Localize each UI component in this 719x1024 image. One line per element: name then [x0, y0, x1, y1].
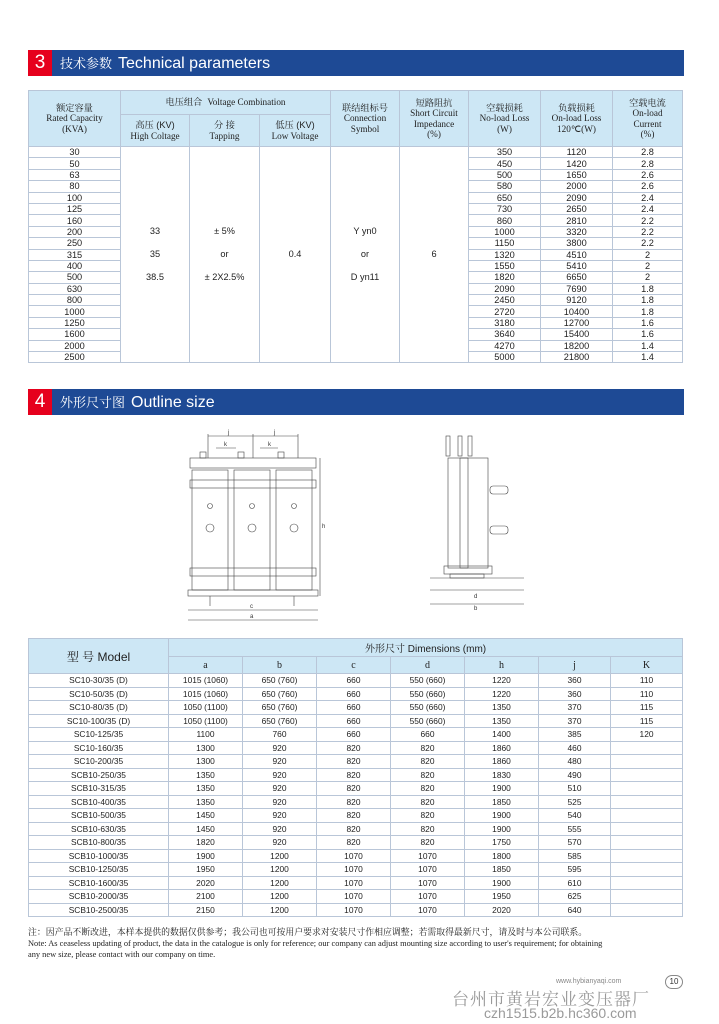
cell-on-load-current: 2.2	[613, 215, 683, 226]
cell-capacity: 1600	[29, 329, 121, 340]
cell-j: 540	[539, 809, 611, 823]
cell-a: 1100	[169, 728, 243, 742]
header-dim-j: j	[539, 657, 611, 674]
cell-model: SC10-100/35 (D)	[29, 714, 169, 728]
cell-j: 370	[539, 714, 611, 728]
header-dim-h: h	[465, 657, 539, 674]
cell-capacity: 50	[29, 158, 121, 169]
cell-model: SCB10-315/35	[29, 782, 169, 796]
cell-a: 2150	[169, 903, 243, 917]
cell-h: 1860	[465, 755, 539, 769]
cell-j: 370	[539, 701, 611, 715]
cell-a: 1950	[169, 863, 243, 877]
cell-k: 115	[611, 701, 683, 715]
cell-on-load-loss: 21800	[541, 352, 613, 363]
cell-on-load-current: 2.8	[613, 158, 683, 169]
cell-j: 360	[539, 674, 611, 688]
cell-on-load-loss: 5410	[541, 260, 613, 271]
cell-c: 660	[317, 701, 391, 715]
cell-capacity: 500	[29, 272, 121, 283]
cell-capacity: 160	[29, 215, 121, 226]
cell-a: 1450	[169, 809, 243, 823]
cell-capacity: 125	[29, 203, 121, 214]
cell-a: 1900	[169, 849, 243, 863]
header-dim-b: b	[243, 657, 317, 674]
cell-d: 820	[391, 836, 465, 850]
cell-c: 820	[317, 836, 391, 850]
cell-j: 460	[539, 741, 611, 755]
cell-d: 1070	[391, 903, 465, 917]
cell-model: SCB10-1600/35	[29, 876, 169, 890]
cell-c: 820	[317, 755, 391, 769]
cell-on-load-loss: 18200	[541, 340, 613, 351]
cell-model: SCB10-630/35	[29, 822, 169, 836]
cell-b: 920	[243, 809, 317, 823]
cell-h: 1350	[465, 714, 539, 728]
cell-no-load-loss: 1820	[469, 272, 541, 283]
cell-capacity: 100	[29, 192, 121, 203]
table-row	[29, 809, 683, 823]
cell-k: 115	[611, 714, 683, 728]
cell-c: 820	[317, 795, 391, 809]
cell-on-load-loss: 1120	[541, 147, 613, 158]
page-number: 10	[665, 975, 683, 989]
section-number: 3	[28, 50, 52, 76]
cell-on-load-loss: 12700	[541, 317, 613, 328]
label-a: a	[250, 614, 254, 620]
cell-h: 1220	[465, 674, 539, 688]
cell-j: 595	[539, 863, 611, 877]
cell-capacity: 2000	[29, 340, 121, 351]
cell-on-load-loss: 1650	[541, 169, 613, 180]
cell-capacity: 2500	[29, 352, 121, 363]
cell-h: 1900	[465, 809, 539, 823]
cell-model: SCB10-400/35	[29, 795, 169, 809]
cell-on-load-loss: 6650	[541, 272, 613, 283]
label-c: c	[250, 604, 253, 610]
footer-url: www.hybianyaqi.com	[556, 978, 622, 985]
table-row	[29, 147, 683, 158]
cell-capacity: 630	[29, 283, 121, 294]
cell-on-load-current: 1.8	[613, 306, 683, 317]
cell-c: 660	[317, 674, 391, 688]
cell-d: 820	[391, 741, 465, 755]
cell-a: 1050 (1100)	[169, 701, 243, 715]
cell-a: 2020	[169, 876, 243, 890]
cell-c: 1070	[317, 863, 391, 877]
cell-no-load-loss: 500	[469, 169, 541, 180]
cell-b: 1200	[243, 903, 317, 917]
cell-k	[611, 741, 683, 755]
cell-b: 920	[243, 782, 317, 796]
table-row	[29, 822, 683, 836]
cell-capacity: 800	[29, 295, 121, 306]
header-tapping: 分 接 Tapping	[190, 115, 260, 147]
watermark-company: 台州市黄岩宏业变压器厂	[452, 990, 650, 1009]
table-row	[29, 755, 683, 769]
cell-a: 1350	[169, 768, 243, 782]
cell-h: 1350	[465, 701, 539, 715]
cell-on-load-loss: 3800	[541, 238, 613, 249]
cell-k: 120	[611, 728, 683, 742]
cell-model: SCB10-500/35	[29, 809, 169, 823]
cell-h: 1800	[465, 849, 539, 863]
label-b: b	[474, 606, 478, 612]
dimensions-table	[28, 638, 683, 917]
cell-a: 1350	[169, 795, 243, 809]
cell-capacity: 200	[29, 226, 121, 237]
cell-a: 1450	[169, 822, 243, 836]
cell-j: 585	[539, 849, 611, 863]
cell-h: 1220	[465, 687, 539, 701]
cell-k	[611, 755, 683, 769]
cell-on-load-current: 2	[613, 272, 683, 283]
cell-c: 1070	[317, 849, 391, 863]
cell-j: 490	[539, 768, 611, 782]
table-row	[29, 728, 683, 742]
cell-d: 1070	[391, 890, 465, 904]
cell-no-load-loss: 2450	[469, 295, 541, 306]
cell-h: 1860	[465, 741, 539, 755]
cell-a: 1350	[169, 782, 243, 796]
cell-on-load-current: 1.4	[613, 352, 683, 363]
table-row	[29, 714, 683, 728]
cell-model: SCB10-2500/35	[29, 903, 169, 917]
header-low-voltage: 低压 (KV) Low Voltage	[260, 115, 331, 147]
cell-k	[611, 768, 683, 782]
cell-no-load-loss: 1320	[469, 249, 541, 260]
cell-c: 820	[317, 809, 391, 823]
cell-h: 1950	[465, 890, 539, 904]
cell-k	[611, 822, 683, 836]
cell-model: SC10-125/35	[29, 728, 169, 742]
cell-d: 550 (660)	[391, 674, 465, 688]
cell-on-load-loss: 15400	[541, 329, 613, 340]
cell-d: 660	[391, 728, 465, 742]
cell-on-load-loss: 2090	[541, 192, 613, 203]
cell-b: 920	[243, 741, 317, 755]
table-row	[29, 701, 683, 715]
cell-b: 1200	[243, 863, 317, 877]
table-row	[29, 768, 683, 782]
cell-on-load-current: 1.4	[613, 340, 683, 351]
header-dim-a: a	[169, 657, 243, 674]
table-row	[29, 863, 683, 877]
cell-on-load-current: 1.6	[613, 329, 683, 340]
label-h: h	[322, 524, 326, 530]
cell-on-load-loss: 2650	[541, 203, 613, 214]
cell-c: 660	[317, 714, 391, 728]
front-view-drawing	[178, 428, 328, 626]
footnote: 注：因产品不断改进，本样本提供的数据仅供参考；我公司也可按用户要求对安装尺寸作相应调整；若需取得最新尺寸，请及时与本公司联系。 Note: As ceaseless updating of product, the data in the catalogue is only for reference; our company can adjust mounting size according to user's requirement; for obtaining any new size, please contact with our company on time.	[28, 927, 603, 959]
header-model: 型 号 Model	[29, 639, 169, 674]
cell-d: 820	[391, 809, 465, 823]
cell-a: 2100	[169, 890, 243, 904]
cell-model: SCB10-2000/35	[29, 890, 169, 904]
cell-no-load-loss: 650	[469, 192, 541, 203]
cell-capacity: 315	[29, 249, 121, 260]
cell-d: 820	[391, 782, 465, 796]
cell-no-load-loss: 1550	[469, 260, 541, 271]
cell-on-load-loss: 9120	[541, 295, 613, 306]
cell-b: 920	[243, 836, 317, 850]
cell-on-load-loss: 2000	[541, 181, 613, 192]
cell-model: SC10-80/35 (D)	[29, 701, 169, 715]
cell-no-load-loss: 730	[469, 203, 541, 214]
cell-on-load-current: 2.4	[613, 192, 683, 203]
cell-j: 610	[539, 876, 611, 890]
cell-h: 1900	[465, 822, 539, 836]
cell-b: 920	[243, 795, 317, 809]
cell-on-load-current: 2	[613, 260, 683, 271]
cell-j: 525	[539, 795, 611, 809]
cell-k	[611, 903, 683, 917]
cell-on-load-loss: 10400	[541, 306, 613, 317]
cell-b: 1200	[243, 849, 317, 863]
cell-b: 650 (760)	[243, 687, 317, 701]
section-title: 技术参数 Technical parameters	[60, 55, 271, 72]
cell-capacity: 250	[29, 238, 121, 249]
watermark-url: czh1515.b2b.hc360.com	[484, 1005, 637, 1021]
header-connection-symbol: 联结组标号 Connection Symbol	[331, 91, 400, 147]
table-row	[29, 741, 683, 755]
cell-h: 1850	[465, 795, 539, 809]
cell-d: 820	[391, 822, 465, 836]
cell-a: 1015 (1060)	[169, 674, 243, 688]
header-rated-capacity: 额定容量 Rated Capacity (KVA)	[29, 91, 121, 147]
cell-b: 920	[243, 822, 317, 836]
cell-on-load-loss: 7690	[541, 283, 613, 294]
cell-model: SC10-200/35	[29, 755, 169, 769]
cell-b: 650 (760)	[243, 701, 317, 715]
cell-tapping: ± 5% or ± 2X2.5%	[190, 147, 260, 363]
cell-b: 1200	[243, 876, 317, 890]
table-row	[29, 795, 683, 809]
cell-c: 660	[317, 728, 391, 742]
cell-no-load-loss: 2090	[469, 283, 541, 294]
cell-d: 1070	[391, 863, 465, 877]
cell-d: 1070	[391, 876, 465, 890]
cell-k: 110	[611, 674, 683, 688]
cell-d: 550 (660)	[391, 714, 465, 728]
cell-j: 570	[539, 836, 611, 850]
cell-b: 920	[243, 755, 317, 769]
cell-c: 1070	[317, 876, 391, 890]
cell-k	[611, 849, 683, 863]
cell-on-load-current: 2.2	[613, 226, 683, 237]
cell-k	[611, 876, 683, 890]
cell-capacity: 1000	[29, 306, 121, 317]
cell-j: 385	[539, 728, 611, 742]
cell-on-load-loss: 3320	[541, 226, 613, 237]
cell-no-load-loss: 4270	[469, 340, 541, 351]
table-row	[29, 849, 683, 863]
cell-a: 1300	[169, 755, 243, 769]
side-view-drawing	[428, 428, 528, 618]
cell-c: 1070	[317, 903, 391, 917]
label-j-2: j	[274, 430, 276, 436]
cell-on-load-loss: 4510	[541, 249, 613, 260]
cell-on-load-current: 1.8	[613, 283, 683, 294]
cell-no-load-loss: 860	[469, 215, 541, 226]
cell-c: 820	[317, 741, 391, 755]
header-on-load-current: 空载电流 On-load Current (%)	[613, 91, 683, 147]
cell-c: 820	[317, 768, 391, 782]
header-voltage-combination: 电压组合 Voltage Combination	[121, 91, 331, 115]
cell-connection-symbol: Y yn0 or D yn11	[331, 147, 400, 363]
section-header-outline-size	[28, 389, 684, 415]
cell-model: SCB10-1000/35	[29, 849, 169, 863]
cell-b: 650 (760)	[243, 674, 317, 688]
cell-j: 555	[539, 822, 611, 836]
label-k-2: k	[268, 442, 271, 448]
table-row	[29, 890, 683, 904]
cell-c: 1070	[317, 890, 391, 904]
cell-h: 1850	[465, 863, 539, 877]
table-row	[29, 876, 683, 890]
cell-capacity: 30	[29, 147, 121, 158]
cell-c: 820	[317, 822, 391, 836]
cell-h: 1900	[465, 782, 539, 796]
cell-on-load-current: 2.4	[613, 203, 683, 214]
table-row	[29, 687, 683, 701]
cell-capacity: 1250	[29, 317, 121, 328]
header-dim-d: d	[391, 657, 465, 674]
cell-on-load-current: 1.8	[613, 295, 683, 306]
cell-no-load-loss: 3180	[469, 317, 541, 328]
cell-no-load-loss: 3640	[469, 329, 541, 340]
cell-no-load-loss: 1150	[469, 238, 541, 249]
cell-short-circuit-impedance: 6	[400, 147, 469, 363]
cell-h: 1400	[465, 728, 539, 742]
cell-k: 110	[611, 687, 683, 701]
cell-model: SCB10-250/35	[29, 768, 169, 782]
label-j-1: j	[228, 430, 230, 436]
cell-k	[611, 890, 683, 904]
cell-c: 660	[317, 687, 391, 701]
cell-no-load-loss: 350	[469, 147, 541, 158]
cell-b: 1200	[243, 890, 317, 904]
cell-h: 2020	[465, 903, 539, 917]
cell-high-voltage: 33 35 38.5	[121, 147, 190, 363]
cell-d: 1070	[391, 849, 465, 863]
cell-h: 1830	[465, 768, 539, 782]
cell-no-load-loss: 450	[469, 158, 541, 169]
cell-b: 650 (760)	[243, 714, 317, 728]
cell-on-load-current: 2.2	[613, 238, 683, 249]
cell-j: 625	[539, 890, 611, 904]
cell-a: 1300	[169, 741, 243, 755]
cell-no-load-loss: 1000	[469, 226, 541, 237]
cell-model: SCB10-1250/35	[29, 863, 169, 877]
label-d: d	[474, 594, 478, 600]
technical-parameters-table	[28, 90, 683, 363]
table-row	[29, 674, 683, 688]
section-title: 外形尺寸图 Outline size	[60, 394, 215, 411]
cell-on-load-current: 2.6	[613, 169, 683, 180]
header-no-load-loss: 空载损耗 No-load Loss (W)	[469, 91, 541, 147]
header-short-circuit-impedance: 短路阻抗 Short Circuit Impedance (%)	[400, 91, 469, 147]
cell-no-load-loss: 5000	[469, 352, 541, 363]
cell-no-load-loss: 580	[469, 181, 541, 192]
cell-no-load-loss: 2720	[469, 306, 541, 317]
cell-d: 820	[391, 755, 465, 769]
cell-b: 760	[243, 728, 317, 742]
label-k-1: k	[224, 442, 227, 448]
cell-a: 1015 (1060)	[169, 687, 243, 701]
header-on-load-loss: 负载损耗 On-load Loss 120℃(W)	[541, 91, 613, 147]
cell-j: 360	[539, 687, 611, 701]
cell-model: SC10-160/35	[29, 741, 169, 755]
cell-k	[611, 782, 683, 796]
cell-on-load-loss: 1420	[541, 158, 613, 169]
cell-on-load-current: 2.8	[613, 147, 683, 158]
header-high-voltage: 高压 (KV) High Coltage	[121, 115, 190, 147]
cell-model: SC10-50/35 (D)	[29, 687, 169, 701]
cell-capacity: 63	[29, 169, 121, 180]
cell-capacity: 80	[29, 181, 121, 192]
cell-c: 820	[317, 782, 391, 796]
cell-k	[611, 809, 683, 823]
cell-model: SCB10-800/35	[29, 836, 169, 850]
cell-j: 640	[539, 903, 611, 917]
cell-d: 820	[391, 768, 465, 782]
header-dim-c: c	[317, 657, 391, 674]
cell-k	[611, 795, 683, 809]
cell-on-load-loss: 2810	[541, 215, 613, 226]
cell-d: 820	[391, 795, 465, 809]
header-dim-k: K	[611, 657, 683, 674]
cell-a: 1820	[169, 836, 243, 850]
cell-h: 1900	[465, 876, 539, 890]
cell-on-load-current: 1.6	[613, 317, 683, 328]
cell-b: 920	[243, 768, 317, 782]
table-row	[29, 903, 683, 917]
table-row	[29, 836, 683, 850]
table-row	[29, 782, 683, 796]
cell-d: 550 (660)	[391, 701, 465, 715]
section-number: 4	[28, 389, 52, 415]
cell-capacity: 400	[29, 260, 121, 271]
cell-a: 1050 (1100)	[169, 714, 243, 728]
cell-d: 550 (660)	[391, 687, 465, 701]
cell-low-voltage: 0.4	[260, 147, 331, 363]
cell-k	[611, 863, 683, 877]
cell-model: SC10-30/35 (D)	[29, 674, 169, 688]
cell-k	[611, 836, 683, 850]
cell-j: 510	[539, 782, 611, 796]
section-header-technical-parameters	[28, 50, 684, 76]
cell-on-load-current: 2.6	[613, 181, 683, 192]
header-dimensions: 外形尺寸 Dimensions (mm)	[169, 639, 683, 657]
cell-on-load-current: 2	[613, 249, 683, 260]
cell-h: 1750	[465, 836, 539, 850]
cell-j: 480	[539, 755, 611, 769]
